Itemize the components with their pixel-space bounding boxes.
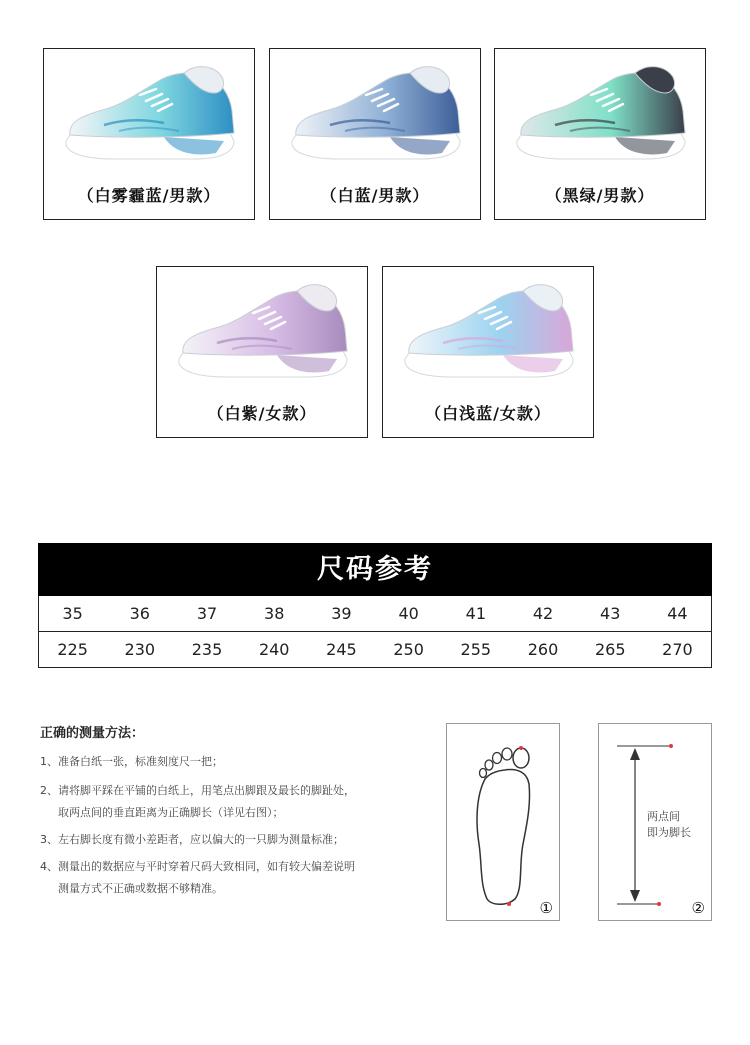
length-row xyxy=(39,631,711,667)
measurement-step-3: 3、左右脚长度有微小差距者，应以偏大的一只脚为测量标准； xyxy=(40,833,344,846)
length-cell: 245 xyxy=(326,640,357,659)
measurement-title: 正确的测量方法： xyxy=(40,726,145,741)
footprint-diagram xyxy=(446,723,560,921)
length-cell: 260 xyxy=(527,640,559,659)
measurement-step-4-cont: 测量方式不正确或数据不够精准。 xyxy=(58,882,223,895)
length-cell: 270 xyxy=(662,640,693,659)
shoe-image xyxy=(270,49,480,174)
length-cell: 230 xyxy=(124,640,156,659)
product-card-white-blue[interactable] xyxy=(269,48,481,220)
product-label: （白浅蓝/女款） xyxy=(425,404,551,423)
product-card-white-haze-blue[interactable] xyxy=(43,48,255,220)
product-label: （白紫/女款） xyxy=(207,404,317,423)
shoe-image xyxy=(495,49,705,174)
length-cell: 255 xyxy=(460,640,492,659)
diagram-text: 两点间 xyxy=(647,810,680,823)
product-label: （白蓝/男款） xyxy=(320,186,430,205)
size-cell: 44 xyxy=(667,604,688,623)
length-diagram xyxy=(598,723,712,921)
product-card-white-purple[interactable] xyxy=(156,266,368,438)
size-cell: 38 xyxy=(264,604,285,623)
length-cell: 265 xyxy=(594,640,626,659)
length-cell: 225 xyxy=(57,640,88,659)
size-cell: 37 xyxy=(196,604,218,623)
size-chart-title: 尺码参考 xyxy=(38,543,712,596)
product-label: （白雾霾蓝/男款） xyxy=(77,186,221,205)
shoe-image xyxy=(383,267,593,392)
measurement-step-1: 1、准备白纸一张，标准刻度尺一把； xyxy=(40,755,223,768)
measurement-step-4: 4、测量出的数据应与平时穿着尺码大致相同，如有较大偏差说明 xyxy=(40,860,355,873)
toe-point-dot xyxy=(519,746,523,750)
shoe-image xyxy=(157,267,367,392)
diagram-text: 即为脚长 xyxy=(647,826,691,839)
size-chart-table xyxy=(38,596,712,668)
size-cell: 42 xyxy=(532,604,554,623)
size-cell: 39 xyxy=(331,604,352,623)
heel-point-dot xyxy=(507,902,511,906)
length-cell: 235 xyxy=(191,640,223,659)
product-card-white-light-blue[interactable] xyxy=(382,266,594,438)
size-cell: 41 xyxy=(465,604,486,623)
diagram-number: ② xyxy=(691,899,705,917)
length-cell: 240 xyxy=(258,640,290,659)
diagram-number: ① xyxy=(539,899,553,917)
size-row xyxy=(39,596,711,631)
length-cell: 250 xyxy=(393,640,424,659)
size-cell: 43 xyxy=(600,604,621,623)
size-cell: 35 xyxy=(62,604,83,623)
product-label: （黑绿/男款） xyxy=(545,186,655,205)
size-cell: 36 xyxy=(129,604,150,623)
measurement-step-2: 2、请将脚平踩在平铺的白纸上，用笔点出脚跟及最长的脚趾处， xyxy=(40,784,355,797)
shoe-image xyxy=(44,49,254,174)
product-card-black-green[interactable] xyxy=(494,48,706,220)
footprint-icon xyxy=(447,724,559,920)
size-cell: 40 xyxy=(398,604,419,623)
measurement-step-2-cont: 取两点间的垂直距离为正确脚长（详见右图）； xyxy=(58,806,284,819)
